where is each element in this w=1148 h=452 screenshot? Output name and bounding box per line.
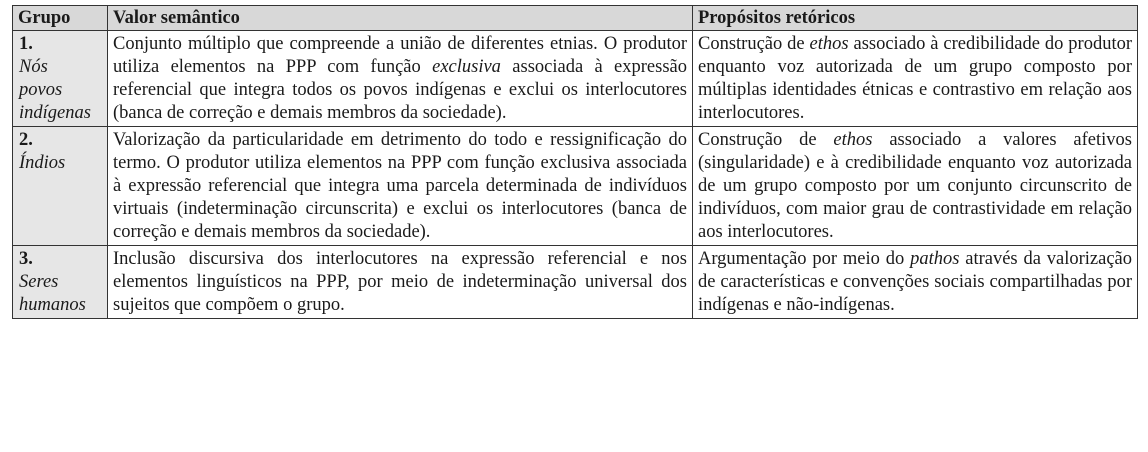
group-number: 1. (19, 34, 33, 54)
propositos-retoricos-cell (693, 127, 1138, 246)
header-propositos-retoricos: Propósitos retóricos (693, 6, 1138, 31)
header-grupo: Grupo (13, 6, 108, 31)
group-name-line: Nós (19, 57, 48, 77)
propositos-text: Argumentação por meio do (698, 249, 911, 269)
semantic-table (12, 5, 1138, 319)
group-cell (13, 31, 108, 127)
valor-semantico-cell (108, 127, 693, 246)
group-number: 2. (19, 130, 33, 150)
table-row (13, 246, 1138, 319)
propositos-text: Construção de (698, 34, 810, 54)
group-cell (13, 127, 108, 246)
group-name-line: Índios (19, 153, 66, 173)
propositos-text: Construção de (698, 130, 834, 150)
valor-text: Conjunto múltiplo que compreende a união de diferentes etnias. O produtor utiliza elementos na PPP com função (113, 34, 687, 77)
propositos-text: através da valorização de características e convenções sociais compartilhadas por indígenas e não-indígenas. (698, 249, 1133, 315)
group-cell (13, 246, 108, 319)
group-name-line: Seres (19, 272, 59, 292)
propositos-text: associado a valores afetivos (singularidade) e à credibilidade enquanto voz autorizada de um grupo composto por um conjunto circunscrito de indivíduos, com maior grau de contrastividade em relação aos interlocutores. (698, 130, 1132, 242)
propositos-text: associado à credibilidade do produtor enquanto voz autorizada de um grupo composto por múltiplas identidades étnicas e contrastivo em relação aos interlocutores. (698, 34, 1132, 123)
group-number: 3. (19, 249, 33, 269)
group-name-line: indígenas (19, 103, 91, 123)
table-header-row (13, 6, 1138, 31)
group-name-line: povos (19, 80, 63, 100)
valor-semantico-cell (108, 31, 693, 127)
table-row (13, 31, 1138, 127)
propositos-retoricos-cell (693, 31, 1138, 127)
propositos-emphasis: ethos (809, 34, 849, 54)
propositos-retoricos-cell (693, 246, 1138, 319)
group-name-line: humanos (19, 295, 86, 315)
valor-text: Valorização da particularidade em detrimento do todo e ressignificação do termo. O produtor utiliza elementos na PPP com função exclusiva associada à expressão referencial que integra uma parcela determinada de indivíduos virtuais (indeterminação circunscrita) e exclui os interlocutores (banca de correção e demais membros da sociedade). (113, 130, 687, 242)
valor-semantico-cell (108, 246, 693, 319)
header-valor-semantico: Valor semântico (108, 6, 693, 31)
valor-text: Inclusão discursiva dos interlocutores na expressão referencial e nos elementos linguísticos na PPP, por meio de indeterminação universal dos sujeitos que compõem o grupo. (113, 249, 687, 315)
valor-text: associada à expressão referencial que integra todos os povos indígenas e exclui os interlocutores (banca de correção e demais membros da sociedade). (113, 57, 687, 123)
propositos-emphasis: pathos (910, 249, 960, 269)
table-row (13, 127, 1138, 246)
valor-emphasis: exclusiva (432, 57, 501, 77)
propositos-emphasis: ethos (833, 130, 873, 150)
